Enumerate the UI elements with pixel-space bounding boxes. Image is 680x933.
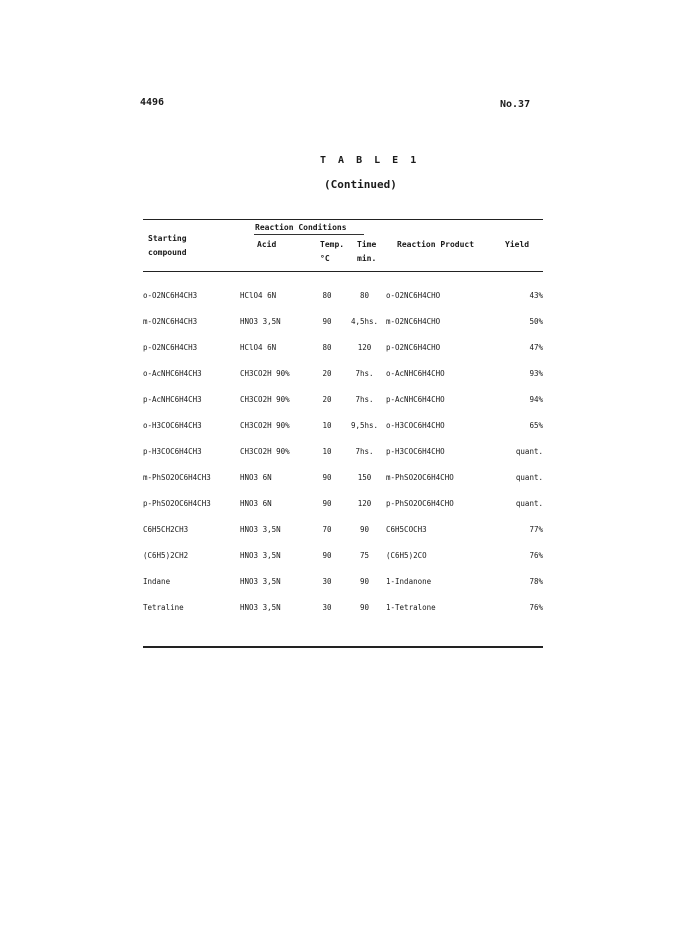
cell-temp: 10 bbox=[322, 420, 332, 430]
cell-product: 1-Indanone bbox=[386, 576, 432, 586]
cell-yield: quant. bbox=[515, 446, 543, 456]
cell-yield: 76% bbox=[529, 602, 543, 612]
cell-temp: 20 bbox=[322, 394, 332, 404]
cell-product: 1-Tetralone bbox=[386, 602, 436, 612]
table-row bbox=[143, 568, 543, 594]
cell-starting-compound: C6H5CH2CH3 bbox=[143, 524, 189, 534]
cell-product: o-H3COC6H4CHO bbox=[386, 420, 445, 430]
header-rule bbox=[143, 271, 543, 272]
cell-acid: HNO3 6N bbox=[240, 472, 272, 482]
cell-time: 80 bbox=[359, 290, 370, 300]
cell-acid: CH3CO2H 90% bbox=[240, 446, 290, 456]
cell-yield: 50% bbox=[529, 316, 543, 326]
cell-product: m-PhSO2OC6H4CHO bbox=[386, 472, 454, 482]
cell-starting-compound: p-H3COC6H4CH3 bbox=[143, 446, 202, 456]
cell-yield: 76% bbox=[529, 550, 543, 560]
cell-product: p-O2NC6H4CHO bbox=[386, 342, 441, 352]
table-row bbox=[143, 516, 543, 542]
header-time: Time min. bbox=[357, 240, 377, 263]
cell-time: 150 bbox=[357, 472, 372, 482]
cell-temp: 30 bbox=[322, 576, 332, 586]
table-row bbox=[143, 282, 543, 308]
cell-starting-compound: p-PhSO2OC6H4CH3 bbox=[143, 498, 211, 508]
journal-number: No.37 bbox=[500, 99, 531, 110]
cell-acid: HNO3 3,5N bbox=[240, 524, 281, 534]
header-yield: Yield bbox=[505, 240, 530, 249]
cell-yield: 93% bbox=[529, 368, 543, 378]
cell-starting-compound: o-AcNHC6H4CH3 bbox=[143, 368, 202, 378]
cell-acid: HNO3 3,5N bbox=[240, 576, 281, 586]
table-bottom-rule bbox=[143, 646, 543, 648]
cell-time: 4,5hs. bbox=[350, 316, 379, 326]
cell-time: 90 bbox=[359, 576, 370, 586]
header-reaction-conditions: Reaction Conditions bbox=[255, 223, 347, 232]
header-acid: Acid bbox=[257, 240, 277, 249]
cell-yield: 94% bbox=[529, 394, 543, 404]
table-row bbox=[143, 490, 543, 516]
table-row bbox=[143, 438, 543, 464]
cell-product: C6H5COCH3 bbox=[386, 524, 427, 534]
cell-temp: 90 bbox=[322, 550, 332, 560]
cell-starting-compound: Tetraline bbox=[143, 602, 184, 612]
cell-starting-compound: o-O2NC6H4CH3 bbox=[143, 290, 198, 300]
table-title: T A B L E 1 bbox=[320, 155, 420, 166]
table-row bbox=[143, 594, 543, 620]
cell-yield: quant. bbox=[515, 498, 543, 508]
cell-yield: quant. bbox=[515, 472, 543, 482]
table-row bbox=[143, 412, 543, 438]
cell-starting-compound: (C6H5)2CH2 bbox=[143, 550, 189, 560]
cell-product: (C6H5)2CO bbox=[386, 550, 427, 560]
cell-time: 7hs. bbox=[355, 446, 374, 456]
header-product: Reaction Product bbox=[397, 240, 475, 249]
table-row bbox=[143, 360, 543, 386]
table-top-rule bbox=[143, 219, 543, 220]
cell-starting-compound: Indane bbox=[143, 576, 171, 586]
cell-acid: HNO3 3,5N bbox=[240, 550, 281, 560]
cell-time: 90 bbox=[359, 602, 370, 612]
cell-yield: 47% bbox=[529, 342, 543, 352]
reaction-table-body bbox=[143, 282, 543, 620]
cell-time: 9,5hs. bbox=[350, 420, 379, 430]
cell-time: 90 bbox=[359, 524, 370, 534]
cell-temp: 30 bbox=[322, 602, 332, 612]
cell-acid: CH3CO2H 90% bbox=[240, 394, 290, 404]
cell-starting-compound: p-O2NC6H4CH3 bbox=[143, 342, 198, 352]
cell-product: m-O2NC6H4CHO bbox=[386, 316, 441, 326]
cell-temp: 70 bbox=[322, 524, 332, 534]
cell-temp: 20 bbox=[322, 368, 332, 378]
cell-starting-compound: p-AcNHC6H4CH3 bbox=[143, 394, 202, 404]
cell-acid: HClO4 6N bbox=[240, 342, 277, 352]
cell-temp: 90 bbox=[322, 498, 332, 508]
cell-acid: HNO3 3,5N bbox=[240, 316, 281, 326]
table-row bbox=[143, 542, 543, 568]
cell-acid: HNO3 3,5N bbox=[240, 602, 281, 612]
cell-acid: HClO4 6N bbox=[240, 290, 277, 300]
cell-time: 7hs. bbox=[355, 394, 374, 404]
cell-acid: CH3CO2H 90% bbox=[240, 368, 290, 378]
cell-starting-compound: m-PhSO2OC6H4CH3 bbox=[143, 472, 211, 482]
cell-acid: HNO3 6N bbox=[240, 498, 272, 508]
cell-product: o-O2NC6H4CHO bbox=[386, 290, 441, 300]
cell-yield: 43% bbox=[529, 290, 543, 300]
cell-temp: 90 bbox=[322, 472, 332, 482]
cell-temp: 80 bbox=[322, 342, 332, 352]
header-temp: Temp. °C bbox=[320, 240, 345, 263]
table-row bbox=[143, 386, 543, 412]
cell-starting-compound: m-O2NC6H4CH3 bbox=[143, 316, 198, 326]
cell-temp: 80 bbox=[322, 290, 332, 300]
cell-time: 75 bbox=[359, 550, 370, 560]
cell-acid: CH3CO2H 90% bbox=[240, 420, 290, 430]
cell-time: 120 bbox=[357, 498, 372, 508]
cell-yield: 65% bbox=[529, 420, 543, 430]
table-row bbox=[143, 464, 543, 490]
cell-product: p-H3COC6H4CHO bbox=[386, 446, 445, 456]
cell-product: p-AcNHC6H4CHO bbox=[386, 394, 445, 404]
table-row bbox=[143, 308, 543, 334]
header-starting-compound: Starting compound bbox=[148, 234, 187, 257]
table-row bbox=[143, 334, 543, 360]
cell-time: 7hs. bbox=[355, 368, 374, 378]
cell-starting-compound: o-H3COC6H4CH3 bbox=[143, 420, 202, 430]
cell-yield: 77% bbox=[529, 524, 543, 534]
cell-yield: 78% bbox=[529, 576, 543, 586]
cell-time: 120 bbox=[357, 342, 372, 352]
table-subtitle: (Continued) bbox=[324, 178, 397, 191]
cell-temp: 90 bbox=[322, 316, 332, 326]
cell-product: o-AcNHC6H4CHO bbox=[386, 368, 445, 378]
cell-temp: 10 bbox=[322, 446, 332, 456]
cell-product: p-PhSO2OC6H4CHO bbox=[386, 498, 454, 508]
reaction-conditions-rule bbox=[254, 234, 364, 235]
reaction-table bbox=[143, 282, 543, 620]
page-number: 4496 bbox=[140, 97, 165, 108]
